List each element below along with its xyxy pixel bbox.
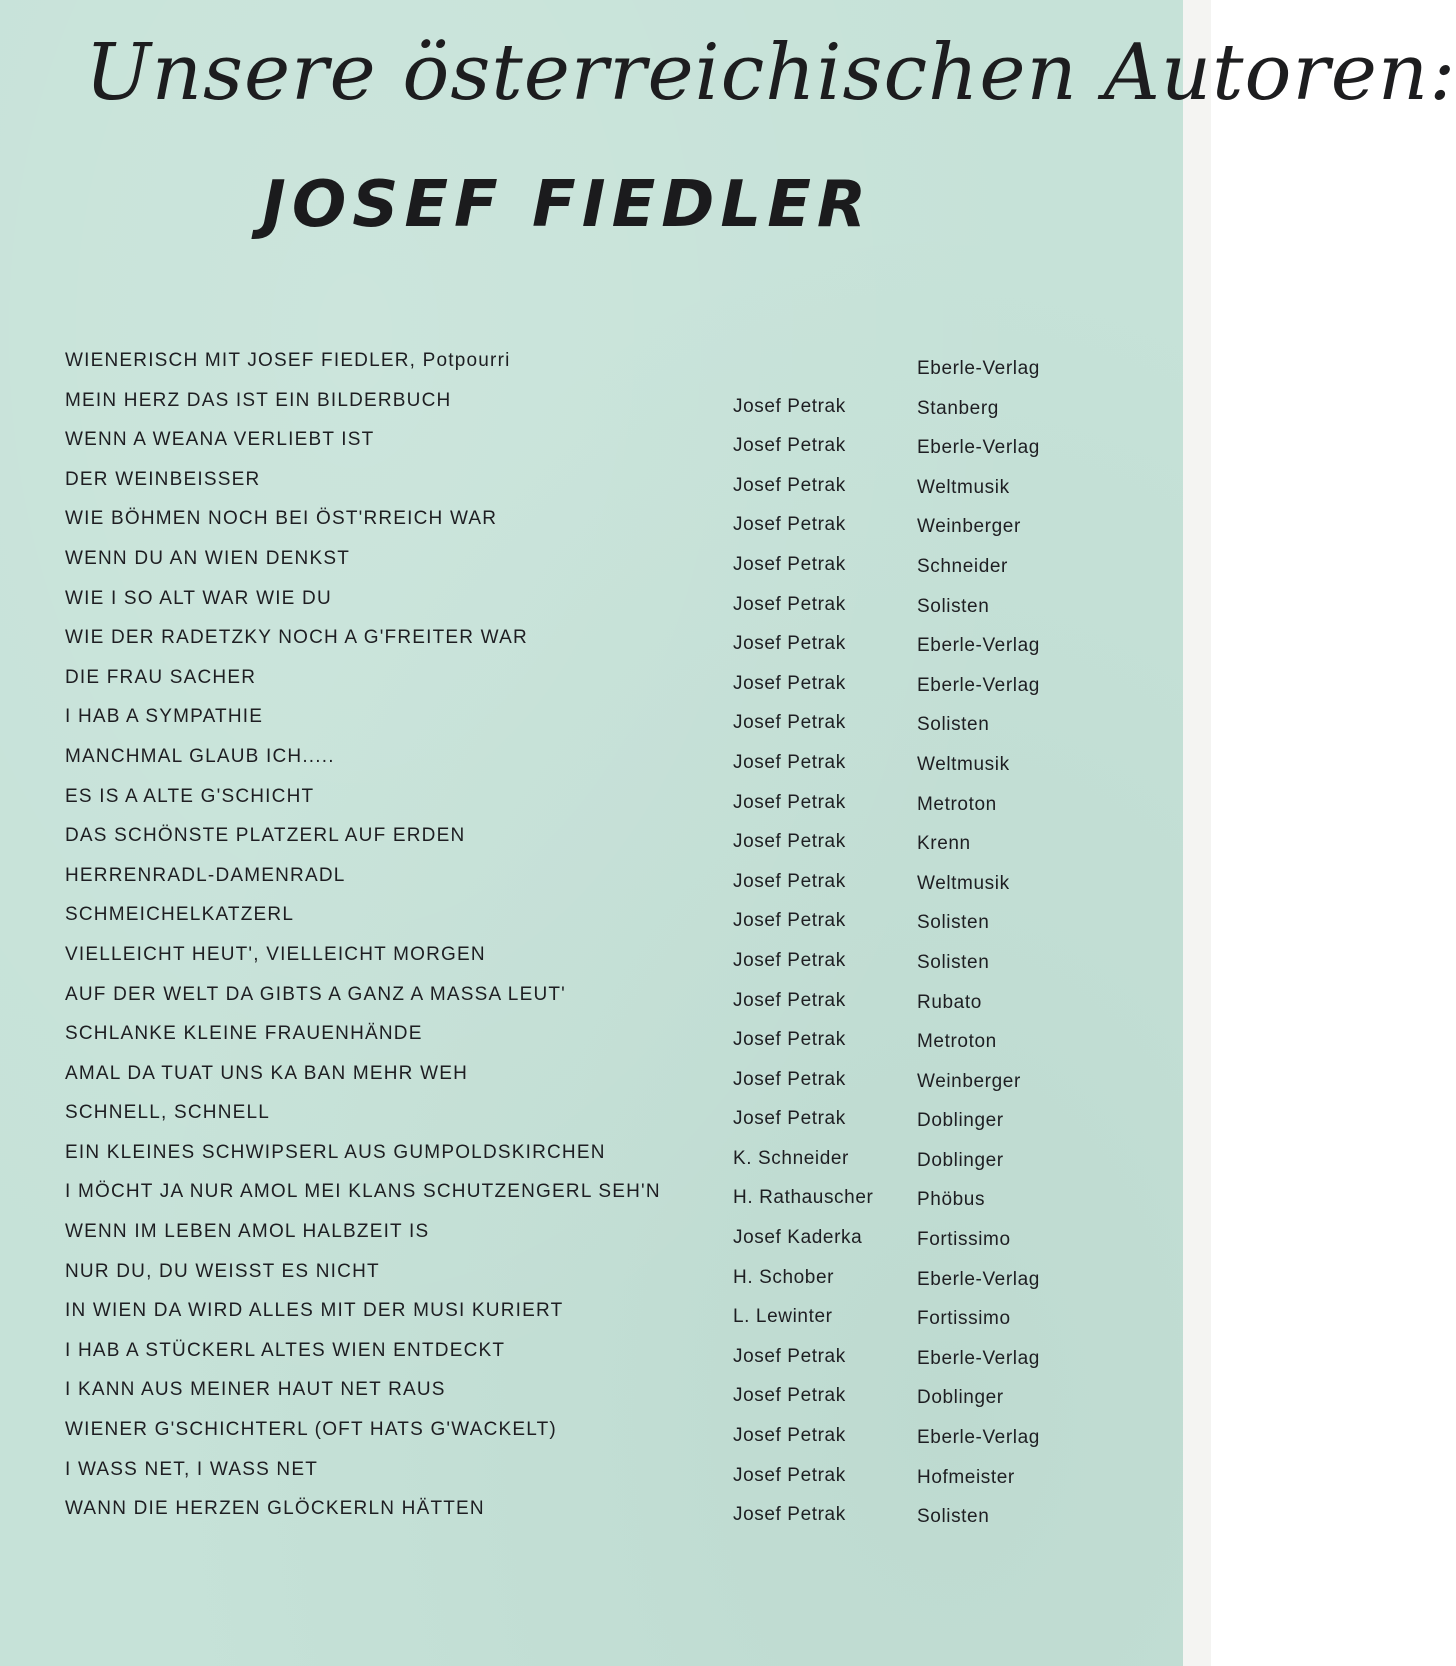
- song-title: WIE DER RADETZKY NOCH A G'FREITER WAR: [65, 627, 528, 649]
- list-item: [0, 944, 1211, 984]
- song-publisher: Solisten: [917, 912, 990, 934]
- song-title: SCHMEICHELKATZERL: [65, 904, 295, 926]
- song-lyricist: Josef Petrak: [733, 751, 846, 773]
- song-publisher: Stanberg: [917, 397, 999, 419]
- list-item: [0, 706, 1211, 746]
- list-item: [0, 786, 1211, 826]
- list-item: [0, 508, 1211, 548]
- list-item: [0, 1142, 1211, 1182]
- list-item: [0, 1379, 1211, 1419]
- list-item: [0, 904, 1211, 944]
- song-title: ES IS A ALTE G'SCHICHT: [65, 785, 315, 807]
- song-title: I HAB A STÜCKERL ALTES WIEN ENTDECKT: [65, 1339, 506, 1361]
- song-title: DIE FRAU SACHER: [65, 666, 257, 688]
- list-item: [0, 469, 1211, 509]
- song-title: VIELLEICHT HEUT', VIELLEICHT MORGEN: [65, 943, 486, 965]
- song-title: WIENERISCH MIT JOSEF FIEDLER, Potpourri: [65, 350, 511, 371]
- song-title: AMAL DA TUAT UNS KA BAN MEHR WEH: [65, 1062, 468, 1084]
- song-lyricist: Josef Petrak: [733, 1385, 846, 1407]
- list-item: [0, 667, 1211, 707]
- list-item: [0, 1300, 1211, 1340]
- author-name-heading: JOSEF FIEDLER: [262, 168, 873, 242]
- song-lyricist: Josef Petrak: [733, 831, 846, 853]
- song-publisher: Rubato: [917, 991, 982, 1013]
- song-lyricist: Josef Petrak: [733, 1504, 846, 1526]
- song-title: WENN A WEANA VERLIEBT IST: [65, 429, 375, 451]
- list-item: [0, 746, 1211, 786]
- song-title: I HAB A SYMPATHIE: [65, 706, 264, 728]
- song-publisher: Eberle-Verlag: [917, 674, 1040, 696]
- list-item: [0, 1181, 1211, 1221]
- song-lyricist: K. Schneider: [733, 1147, 849, 1169]
- list-item: [0, 429, 1211, 469]
- song-lyricist: Josef Petrak: [733, 1345, 846, 1367]
- list-item: [0, 1498, 1211, 1538]
- header-subtitle: Unsere österreichischen Autoren:: [85, 28, 1456, 118]
- list-item: [0, 350, 1211, 390]
- song-lyricist: Josef Petrak: [733, 435, 846, 457]
- song-publisher: Fortissimo: [917, 1229, 1011, 1251]
- song-title: WIE I SO ALT WAR WIE DU: [65, 587, 332, 609]
- list-item: [0, 627, 1211, 667]
- song-publisher: Eberle-Verlag: [917, 635, 1040, 657]
- song-title: WIE BÖHMEN NOCH BEI ÖST'RREICH WAR: [65, 508, 498, 530]
- song-lyricist: Josef Petrak: [733, 633, 846, 655]
- song-title: SCHNELL, SCHNELL: [65, 1102, 271, 1124]
- song-publisher: Weinberger: [917, 516, 1021, 538]
- song-publisher: Weltmusik: [917, 872, 1010, 894]
- song-publisher: Eberle-Verlag: [917, 1427, 1040, 1449]
- song-title: DAS SCHÖNSTE PLATZERL AUF ERDEN: [65, 825, 466, 847]
- list-item: [0, 1023, 1211, 1063]
- song-title: MEIN HERZ DAS IST EIN BILDERBUCH: [65, 389, 452, 411]
- list-item: [0, 825, 1211, 865]
- song-publisher: Solisten: [917, 951, 990, 973]
- song-publisher: Phöbus: [917, 1189, 986, 1211]
- song-lyricist: Josef Petrak: [733, 1425, 846, 1447]
- song-lyricist: Josef Petrak: [733, 1068, 846, 1090]
- list-item: [0, 390, 1211, 430]
- list-item: [0, 1261, 1211, 1301]
- song-publisher: Eberle-Verlag: [917, 1347, 1040, 1369]
- song-title: WANN DIE HERZEN GLÖCKERLN HÄTTEN: [65, 1498, 485, 1520]
- song-lyricist: Josef Petrak: [733, 791, 846, 813]
- song-lyricist: Josef Petrak: [733, 1029, 846, 1051]
- list-item: [0, 1063, 1211, 1103]
- song-publisher: Metroton: [917, 1031, 997, 1053]
- song-title: EIN KLEINES SCHWIPSERL AUS GUMPOLDSKIRCHEN: [65, 1141, 606, 1163]
- song-title: HERRENRADL-DAMENRADL: [65, 864, 346, 886]
- song-lyricist: Josef Petrak: [733, 1464, 846, 1486]
- song-publisher: Schneider: [917, 555, 1008, 577]
- song-lyricist: Josef Petrak: [733, 514, 846, 536]
- song-title: WIENER G'SCHICHTERL (OFT HATS G'WACKELT): [65, 1419, 557, 1441]
- song-list: [0, 350, 1211, 1538]
- song-title: I WASS NET, I WASS NET: [65, 1458, 319, 1480]
- song-title: MANCHMAL GLAUB ICH.....: [65, 745, 335, 767]
- song-lyricist: Josef Petrak: [733, 712, 846, 734]
- song-publisher: Weinberger: [917, 1070, 1021, 1092]
- song-lyricist: Josef Petrak: [733, 870, 846, 892]
- song-publisher: Doblinger: [917, 1110, 1004, 1132]
- list-item: [0, 588, 1211, 628]
- list-item: [0, 1459, 1211, 1499]
- song-title: I MÖCHT JA NUR AMOL MEI KLANS SCHUTZENGERL SEH'N: [65, 1181, 661, 1203]
- song-lyricist: Josef Petrak: [733, 1108, 846, 1130]
- song-publisher: Eberle-Verlag: [917, 437, 1040, 459]
- song-publisher: Krenn: [917, 833, 971, 855]
- song-publisher: Doblinger: [917, 1387, 1004, 1409]
- song-lyricist: Josef Petrak: [733, 553, 846, 575]
- song-title: IN WIEN DA WIRD ALLES MIT DER MUSI KURIERT: [65, 1300, 564, 1322]
- song-lyricist: L. Lewinter: [733, 1306, 833, 1328]
- song-title: WENN IM LEBEN AMOL HALBZEIT IS: [65, 1221, 430, 1243]
- song-lyricist: Josef Petrak: [733, 989, 846, 1011]
- list-item: [0, 1340, 1211, 1380]
- song-title: I KANN AUS MEINER HAUT NET RAUS: [65, 1379, 446, 1401]
- song-publisher: Solisten: [917, 595, 990, 617]
- song-publisher: Doblinger: [917, 1149, 1004, 1171]
- list-item: [0, 865, 1211, 905]
- song-lyricist: Josef Petrak: [733, 474, 846, 496]
- song-title: WENN DU AN WIEN DENKST: [65, 547, 351, 569]
- song-publisher: Fortissimo: [917, 1308, 1011, 1330]
- song-publisher: Eberle-Verlag: [917, 1268, 1040, 1290]
- song-lyricist: Josef Petrak: [733, 593, 846, 615]
- song-title: AUF DER WELT DA GIBTS A GANZ A MASSA LEUT': [65, 983, 567, 1005]
- song-publisher: Solisten: [917, 1506, 990, 1528]
- song-publisher: Weltmusik: [917, 753, 1010, 775]
- song-lyricist: H. Rathauscher: [733, 1187, 874, 1209]
- song-lyricist: Josef Petrak: [733, 395, 846, 417]
- song-publisher: Weltmusik: [917, 476, 1010, 498]
- list-item: [0, 1419, 1211, 1459]
- list-item: [0, 1221, 1211, 1261]
- song-lyricist: Josef Kaderka: [733, 1227, 863, 1249]
- song-title: SCHLANKE KLEINE FRAUENHÄNDE: [65, 1023, 423, 1045]
- list-item: [0, 548, 1211, 588]
- song-publisher: Hofmeister: [917, 1466, 1015, 1488]
- list-item: [0, 984, 1211, 1024]
- song-lyricist: H. Schober: [733, 1266, 835, 1288]
- song-publisher: Metroton: [917, 793, 997, 815]
- song-publisher: Eberle-Verlag: [917, 358, 1040, 379]
- song-title: NUR DU, DU WEISST ES NICHT: [65, 1260, 380, 1282]
- song-lyricist: Josef Petrak: [733, 949, 846, 971]
- song-lyricist: Josef Petrak: [733, 672, 846, 694]
- song-title: DER WEINBEISSER: [65, 468, 261, 490]
- song-lyricist: Josef Petrak: [733, 910, 846, 932]
- song-publisher: Solisten: [917, 714, 990, 736]
- list-item: [0, 1102, 1211, 1142]
